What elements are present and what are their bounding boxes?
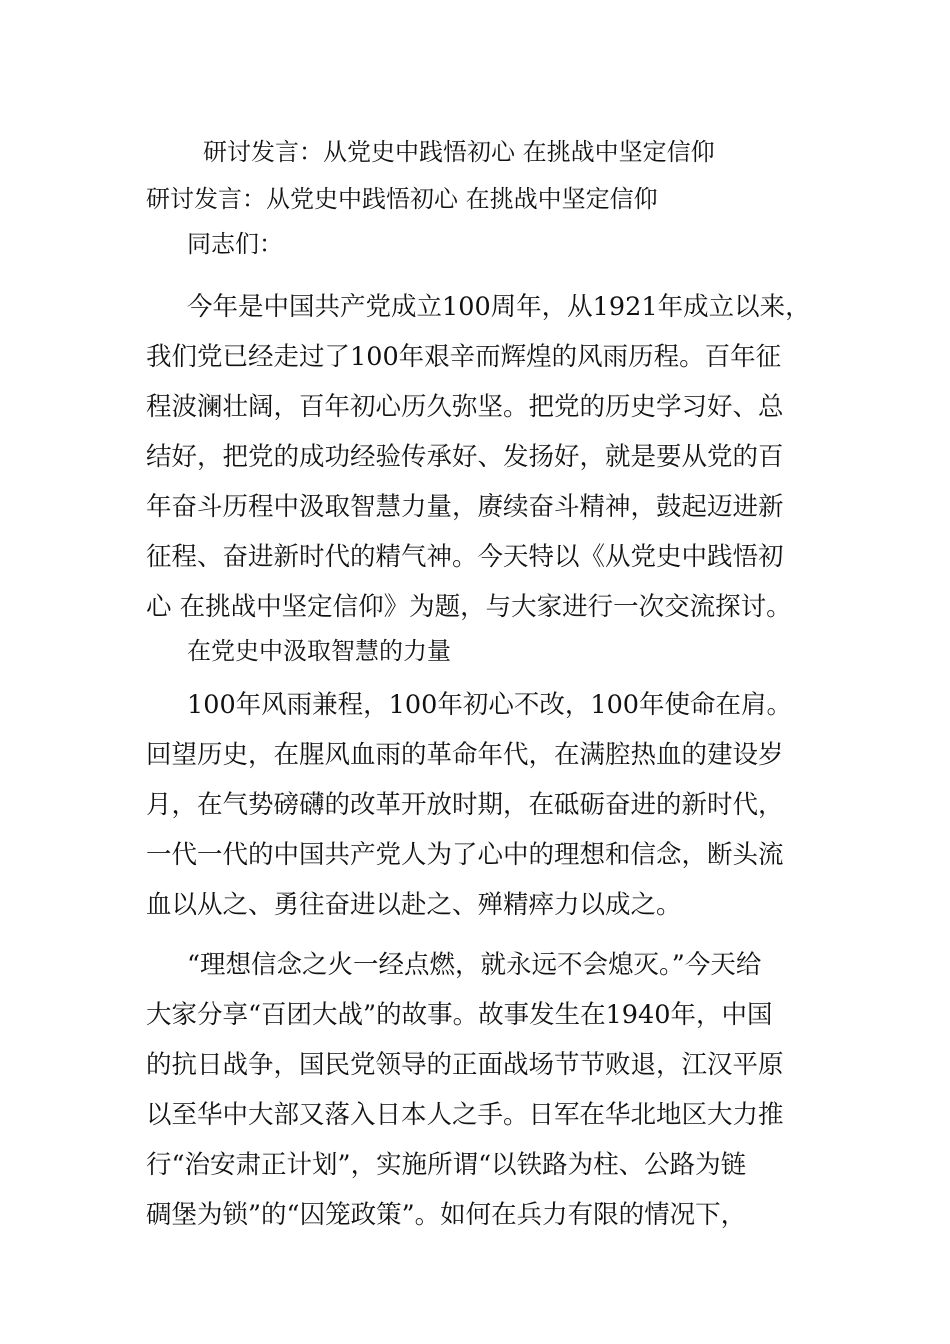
paragraph-line: 我们党已经走过了100年艰辛而辉煌的风雨历程。百年征 (146, 342, 782, 372)
paragraph-line: 年奋斗历程中汲取智慧力量，赓续奋斗精神，鼓起迈进新 (146, 492, 784, 522)
spacer (146, 262, 811, 282)
paragraph-line: 血以从之、勇往奋进以赴之、殚精瘁力以成之。 (146, 890, 682, 920)
paragraph-line: 行“治安肃正计划”，实施所谓“以铁路为柱、公路为链 (146, 1150, 747, 1180)
paragraph-line: 征程、奋进新时代的精气神。今天特以《从党史中践悟初 (146, 542, 784, 572)
spacer (146, 670, 811, 680)
paragraph-line: “理想信念之火一经点燃，就永远不会熄灭。”今天给 (187, 950, 762, 980)
paragraph-line: 结好，把党的成功经验传承好、发扬好，就是要从党的百 (146, 442, 784, 472)
paragraph-line: 今年是中国共产党成立100周年，从1921年成立以来， (187, 292, 811, 322)
document-body (146, 180, 811, 1240)
paragraph-line: 回望历史，在腥风血雨的革命年代，在满腔热血的建设岁 (146, 740, 784, 770)
salutation: 同志们： (187, 230, 283, 258)
paragraph-line: 100年风雨兼程，100年初心不改，100年使命在肩。 (187, 690, 793, 720)
paragraph-line: 一代一代的中国共产党人为了心中的理想和信念，断头流 (146, 840, 784, 870)
paragraph-line: 的抗日战争，国民党领导的正面战场节节败退，江汉平原 (146, 1050, 784, 1080)
paragraph-line: 心 在挑战中坚定信仰》为题，与大家进行一次交流探讨。 (146, 592, 792, 622)
paragraph-line: 月，在气势磅礴的改革开放时期，在砥砺奋进的新时代， (146, 790, 784, 820)
section-heading: 在党史中汲取智慧的力量 (187, 637, 451, 665)
document-title: 研讨发言：从党史中践悟初心 在挑战中坚定信仰 (203, 138, 715, 166)
paragraph-line: 以至华中大部又落入日本人之手。日军在华北地区大力推 (146, 1100, 784, 1130)
spacer (146, 930, 811, 940)
paragraph-line: 碉堡为锁”的“囚笼政策”。如何在兵力有限的情况下， (146, 1200, 747, 1230)
paragraph-line: 程波澜壮阔，百年初心历久弥坚。把党的历史学习好、总 (146, 392, 784, 422)
spacer (146, 218, 811, 226)
subtitle-line: 研讨发言：从党史中践悟初心 在挑战中坚定信仰 (146, 185, 658, 213)
paragraph-line: 大家分享“百团大战”的故事。故事发生在1940年，中国 (146, 1000, 773, 1030)
